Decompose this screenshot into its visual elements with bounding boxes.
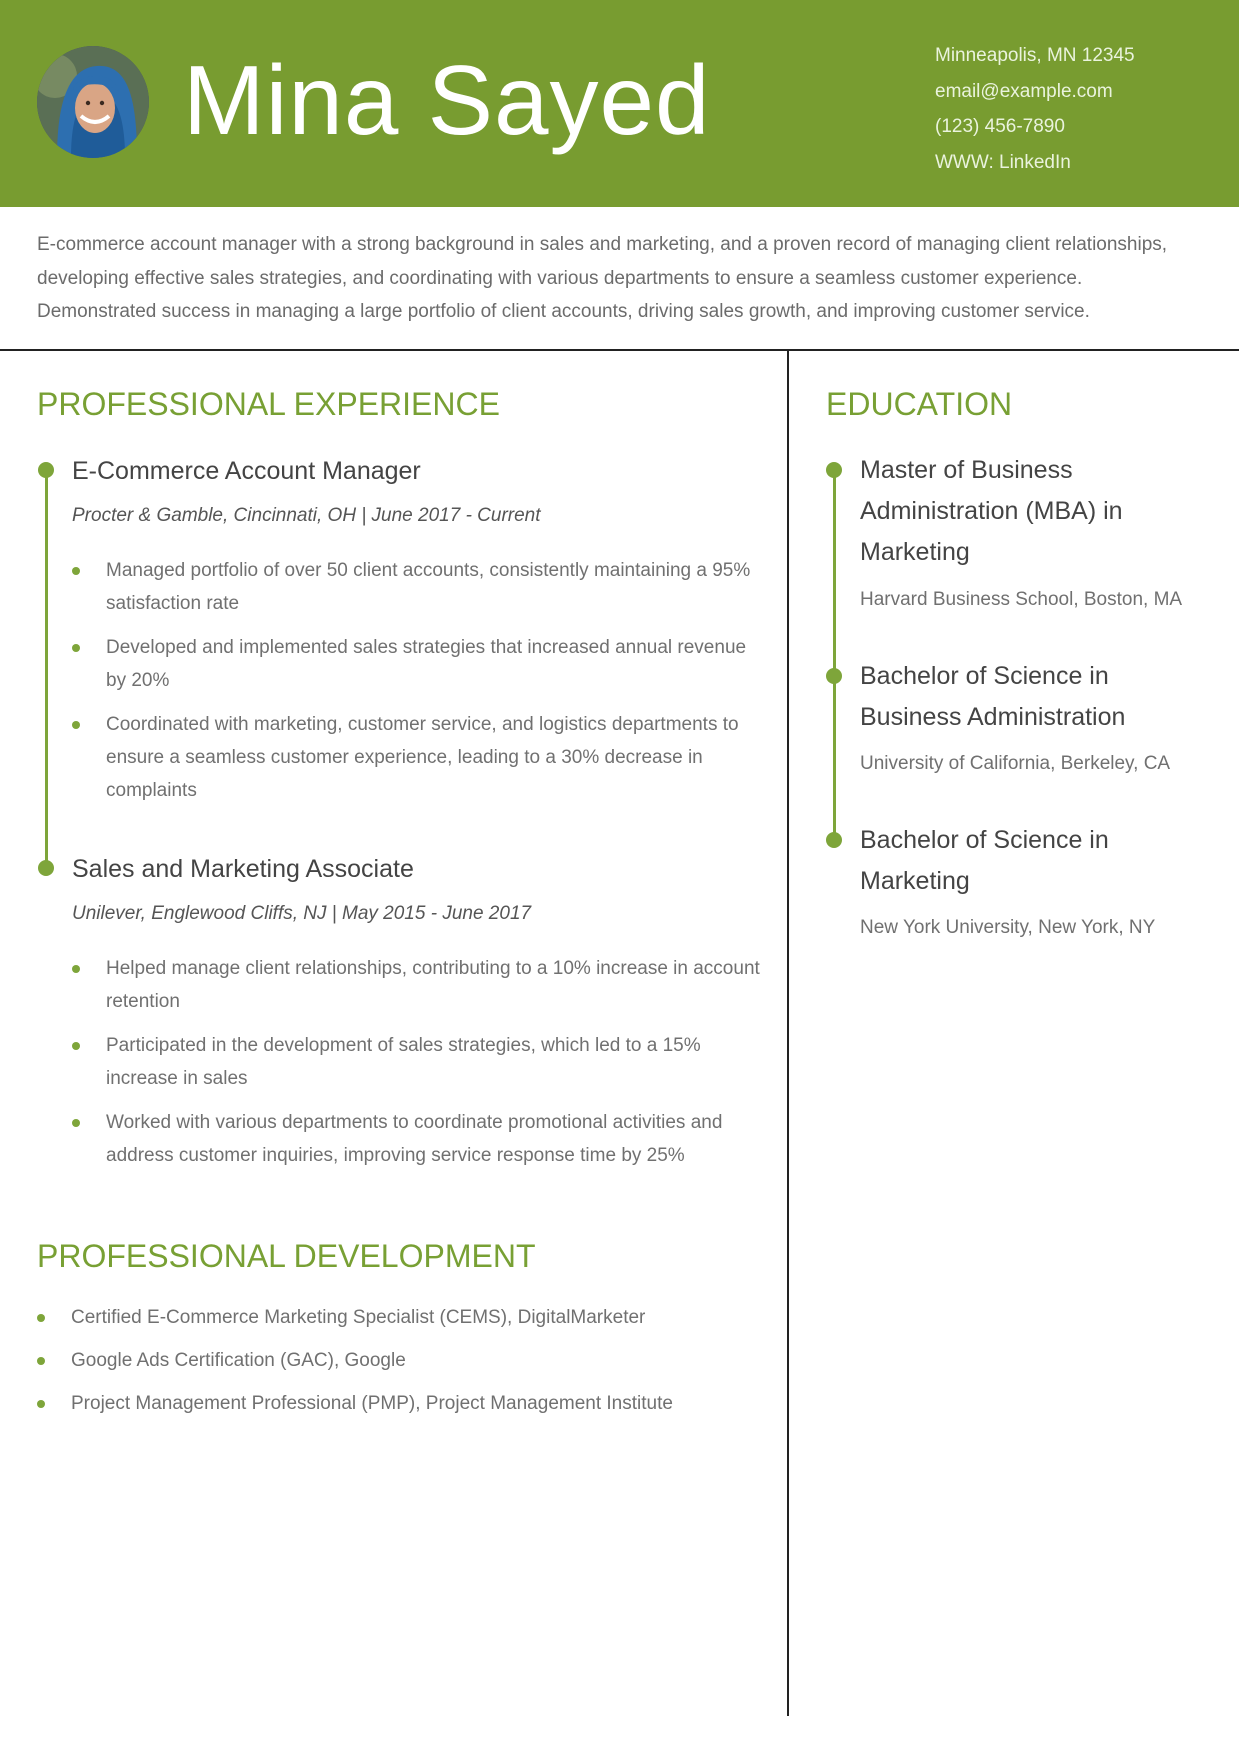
job-location-dates: , Englewood Cliffs, NJ | May 2015 - June 2017 [140, 903, 532, 924]
development-heading: PROFESSIONAL DEVELOPMENT [37, 1238, 536, 1274]
contact-email[interactable]: email@example.com [935, 80, 1113, 102]
timeline-dot [38, 860, 54, 876]
bullet-dot-icon [37, 1400, 45, 1408]
bullet-dot-icon [72, 644, 80, 652]
education-timeline-line [833, 470, 836, 842]
development-list [37, 1301, 757, 1430]
list-item: Worked with various departments to coordinate promotional activities and address customer inquiries, improving service response time by 25% [72, 1106, 762, 1172]
job-meta [72, 502, 541, 530]
timeline-dot [38, 462, 54, 478]
bullet-dot-icon [37, 1357, 45, 1365]
list-item: Project Management Professional (PMP), Project Management Institute [37, 1387, 757, 1420]
bullet-dot-icon [72, 567, 80, 575]
profile-photo [37, 46, 149, 158]
bullet-dot-icon [72, 1119, 80, 1127]
timeline-dot [826, 462, 842, 478]
timeline-dot [826, 668, 842, 684]
degree-title: Bachelor of Science in Marketing [860, 826, 1109, 895]
experience-heading: PROFESSIONAL EXPERIENCE [37, 386, 500, 422]
list-item: Managed portfolio of over 50 client accounts, consistently maintaining a 95% satisfaction rate [72, 554, 762, 620]
job-company: Unilever [72, 903, 141, 924]
job-title: E-Commerce Account Manager [72, 457, 421, 485]
list-item: Coordinated with marketing, customer service, and logistics departments to ensure a seamless customer experience, leading to a 30% decrease in complaints [72, 708, 762, 807]
bullet-dot-icon [72, 721, 80, 729]
header-banner [0, 0, 1239, 207]
contact-linkedin[interactable]: WWW: LinkedIn [935, 151, 1071, 173]
column-divider [787, 350, 789, 1716]
list-item: Helped manage client relationships, contributing to a 10% increase in account retention [72, 952, 762, 1018]
job-meta [72, 900, 531, 928]
horizontal-divider [0, 349, 1239, 351]
bullet-dot-icon [72, 965, 80, 973]
job-location-dates: , Cincinnati, OH | June 2017 - Current [223, 505, 541, 526]
list-item: Certified E-Commerce Marketing Specialist (CEMS), DigitalMarketer [37, 1301, 757, 1334]
job-title: Sales and Marketing Associate [72, 855, 414, 883]
summary-paragraph: E-commerce account manager with a strong background in sales and marketing, and a proven record of managing client relationships, developing effective sales strategies, and coordinating with various departments to ensure a seamless customer experience. Demonstrated success in managing a large portfolio of client accounts, driving sales growth, and improving customer service. [37, 234, 1168, 322]
experience-timeline-line [45, 470, 48, 868]
school-name: Harvard Business School, Boston, MA [860, 589, 1183, 610]
candidate-name: Mina Sayed [183, 45, 711, 155]
job-bullets [72, 554, 762, 818]
bullet-dot-icon [72, 1042, 80, 1050]
avatar [37, 46, 149, 158]
bullet-dot-icon [37, 1314, 45, 1322]
list-item: Developed and implemented sales strategies that increased annual revenue by 20% [72, 631, 762, 697]
school-name: New York University, New York, NY [860, 917, 1156, 938]
education-heading: EDUCATION [826, 386, 1013, 422]
contact-phone[interactable]: (123) 456-7890 [935, 116, 1065, 137]
school-name: University of California, Berkeley, CA [860, 753, 1171, 774]
degree-title: Master of Business Administration (MBA) in Marketing [860, 456, 1123, 566]
degree-title: Bachelor of Science in Business Administration [860, 662, 1126, 731]
list-item: Google Ads Certification (GAC), Google [37, 1344, 757, 1377]
contact-block [935, 38, 1135, 180]
timeline-dot [826, 832, 842, 848]
job-company: Procter & Gamble [72, 505, 223, 526]
list-item: Participated in the development of sales strategies, which led to a 15% increase in sales [72, 1029, 762, 1095]
contact-address: Minneapolis, MN 12345 [935, 45, 1135, 66]
job-bullets [72, 952, 762, 1183]
